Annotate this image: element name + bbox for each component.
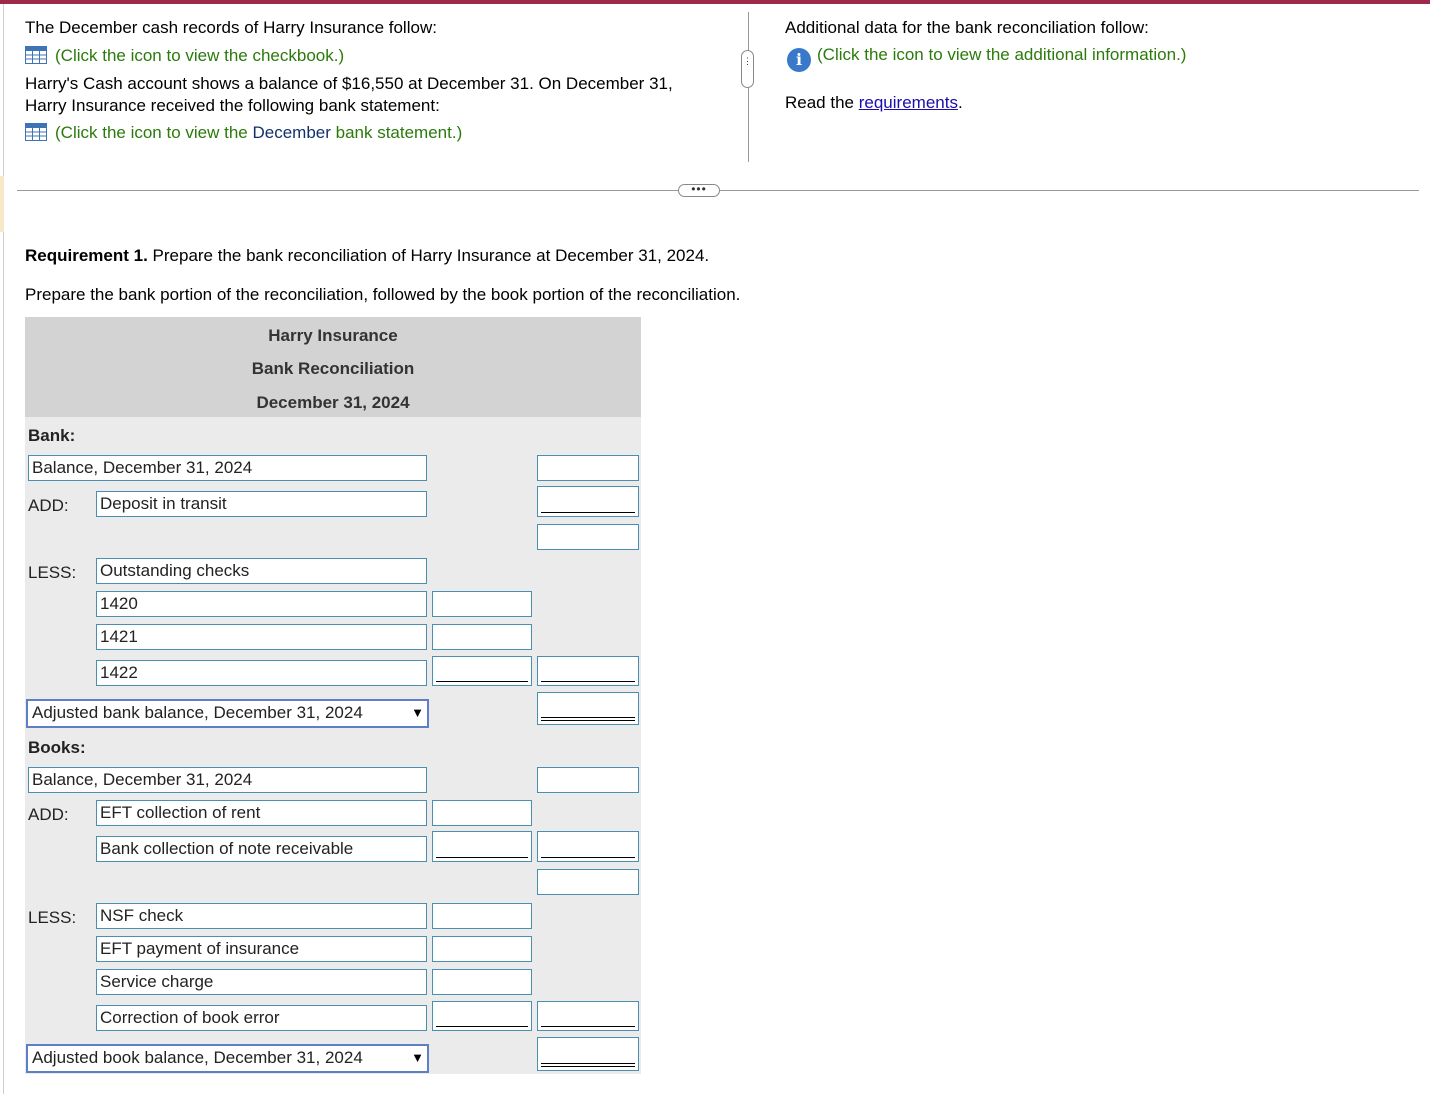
check-1421-field[interactable]: 1421 [96,624,427,650]
vertical-resize-handle[interactable]: ⋮ [741,50,754,88]
eft-insurance-amount[interactable] [432,936,532,962]
left-marker [0,176,4,232]
check-1422-amount[interactable] [432,656,532,686]
bank-subtotal-amount[interactable] [537,524,639,550]
additional-data-line: Additional data for the bank reconciliation follow: [785,18,1149,37]
outstanding-checks-total[interactable] [537,656,639,686]
eft-rent-amount[interactable] [432,800,532,826]
statement-link[interactable] [25,122,462,144]
grid-table-icon[interactable] [25,46,47,64]
note-receivable-amount[interactable] [432,831,532,862]
info-icon[interactable]: i [787,48,811,72]
requirements-link[interactable]: requirements [858,93,958,112]
horizontal-resize-handle[interactable]: ••• [678,184,720,197]
left-border [3,4,4,1094]
bank-add-label: ADD: [28,496,69,515]
deposit-in-transit-field[interactable]: Deposit in transit [96,491,427,517]
checkbook-link[interactable] [25,45,344,67]
books-add-label: ADD: [28,805,69,824]
service-charge-field[interactable]: Service charge [96,969,427,995]
book-deductions-total[interactable] [537,1001,639,1031]
book-error-amount[interactable] [432,1001,532,1031]
nsf-check-amount[interactable] [432,903,532,929]
books-less-label: LESS: [28,908,77,927]
check-1421-amount[interactable] [432,624,532,650]
book-additions-total[interactable] [537,831,639,862]
outstanding-checks-field[interactable]: Outstanding checks [96,558,427,584]
check-1420-field[interactable]: 1420 [96,591,427,617]
bank-section-label: Bank: [28,426,76,445]
statement-link-text-c[interactable]: bank statement.) [330,123,463,142]
book-subtotal-amount[interactable] [537,869,639,895]
checkbook-link-text[interactable]: (Click the icon to view the checkbook.) [55,46,345,65]
dropdown-arrow-icon[interactable]: ▼ [411,1050,424,1065]
service-charge-amount[interactable] [432,969,532,995]
bank-less-label: LESS: [28,563,77,582]
top-accent-bar [0,0,1430,4]
statement-link-month[interactable]: December [252,123,331,142]
requirement-heading [25,245,709,267]
requirement-text: Prepare the bank reconciliation of Harry Insurance at December 31, 2024. [147,246,710,265]
adjusted-book-balance-value: Adjusted book balance, December 31, 2024 [32,1048,363,1067]
bank-balance-field[interactable]: Balance, December 31, 2024 [28,455,427,481]
book-balance-field[interactable]: Balance, December 31, 2024 [28,767,427,793]
statement-link-text-a[interactable]: (Click the icon to view the [55,123,253,142]
read-suffix: . [957,93,963,112]
intro-line2: Harry's Cash account shows a balance of $16,550 at December 31. On December 31, [25,74,673,93]
bank-balance-amount[interactable] [537,455,639,481]
eft-rent-field[interactable]: EFT collection of rent [96,800,427,826]
grid-table-icon[interactable] [25,123,47,141]
book-error-field[interactable]: Correction of book error [96,1005,427,1031]
statement-title: Bank Reconciliation [251,359,415,378]
company-name: Harry Insurance [268,326,398,345]
adjusted-bank-balance-select[interactable] [26,699,429,728]
statement-date: December 31, 2024 [256,393,410,412]
adjusted-book-balance-select[interactable] [26,1044,429,1073]
adjusted-bank-balance-value: Adjusted bank balance, December 31, 2024 [32,703,363,722]
read-requirements [785,92,963,114]
intro-line3: Harry Insurance received the following bank statement: [25,96,440,115]
check-1420-amount[interactable] [432,591,532,617]
deposit-in-transit-amount[interactable] [537,486,639,517]
requirement-label: Requirement 1. [25,246,148,265]
dropdown-arrow-icon[interactable]: ▼ [411,705,424,720]
check-1422-field[interactable]: 1422 [96,660,427,686]
adjusted-book-balance-amount[interactable] [537,1037,639,1071]
info-link-text[interactable]: (Click the icon to view the additional information.) [817,45,1187,64]
requirement-instruction: Prepare the bank portion of the reconciliation, followed by the book portion of the reconciliation. [25,285,741,304]
books-section-label: Books: [28,738,86,757]
note-receivable-field[interactable]: Bank collection of note receivable [96,836,427,862]
intro-line1: The December cash records of Harry Insurance follow: [25,18,437,37]
info-link[interactable] [787,44,1186,72]
book-balance-amount[interactable] [537,767,639,793]
nsf-check-field[interactable]: NSF check [96,903,427,929]
read-prefix: Read the [785,93,859,112]
eft-insurance-field[interactable]: EFT payment of insurance [96,936,427,962]
adjusted-bank-balance-amount[interactable] [537,692,639,725]
